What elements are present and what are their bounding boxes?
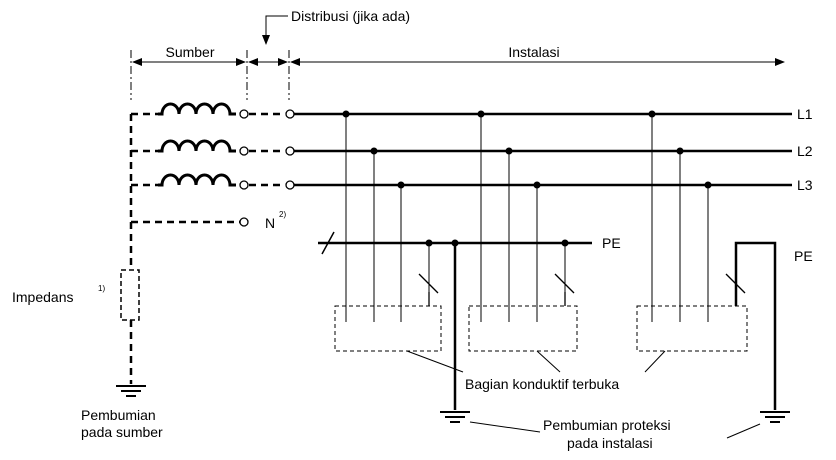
winding-l1 [158,104,236,114]
pembumian-sumber-line2: pada sumber [81,424,163,440]
impedans-label: Impedans [12,289,74,305]
distribusi-label: Distribusi (jika ada) [291,8,411,24]
bagian-callout [407,351,665,392]
winding-l3 [158,175,236,185]
pembumian-proteksi-line1: Pembumian proteksi [543,417,671,433]
impedance-symbol [121,270,139,384]
pembumian-proteksi-callout [470,417,760,451]
source-star-point [131,114,240,270]
n-label: N [265,215,276,231]
equipment-2 [469,111,577,352]
winding-l2 [158,141,236,151]
n-note: 2) [279,210,287,219]
l1-label: L1 [797,106,813,122]
l3-label: L3 [797,177,813,193]
bagian-label: Bagian konduktif terbuka [465,376,620,392]
installation-earth-middle [440,240,470,423]
pe-main-label: PE [602,235,621,251]
installation-earth-right [760,412,790,422]
source-earth-symbol [116,386,146,396]
equipment-1 [335,111,441,352]
impedans-note: 1) [98,284,106,293]
sumber-dimension [133,44,245,62]
equipment-3 [637,111,813,411]
terminals [240,110,294,226]
pe-right-label: PE [794,248,813,264]
pembumian-sumber-line1: Pembumian [81,407,156,423]
pe-conductor [318,232,621,254]
sumber-label: Sumber [165,44,215,60]
pembumian-proteksi-line2: pada instalasi [567,435,653,451]
instalasi-dimension [291,44,784,62]
l2-label: L2 [797,143,813,159]
distribution-links [249,114,285,185]
distribusi-callout [266,8,410,44]
instalasi-label: Instalasi [508,44,560,60]
